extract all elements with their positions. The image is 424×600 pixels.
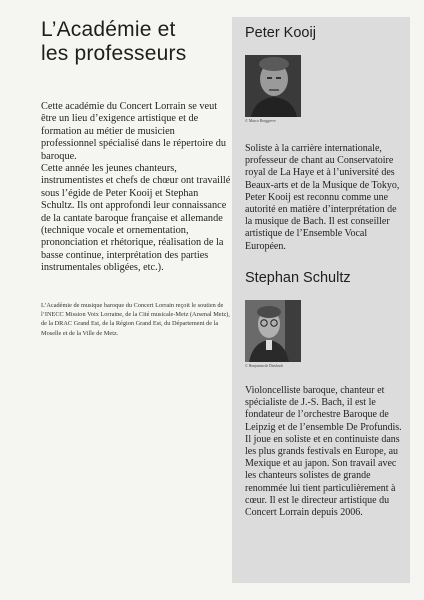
page-title-line2: les professeurs — [41, 42, 187, 65]
teacher-photo-kooij — [245, 55, 301, 117]
intro-paragraph-1: Cette académie du Concert Lorrain se veut être un lieu d’exigence artistique et de formation au métier de musicien professionnel spécialisé dans le répertoire du baroque. — [41, 101, 226, 162]
teacher-bio-schultz: Violoncelliste baroque, chanteur et spécialiste de J.-S. Bach, il est le fondateur de l’orchestre Baroque de Leipzig et de l’ensemble De Profundis. Il joue en soliste et en continuiste dans les plus grands festivals en Europe, au Mexique et au japon. Son travail avec les chanteurs solistes de grande renommée lui tient particulièrement à cœur. Il est le directeur artistique du Concert Lorrain depuis 2006. — [245, 385, 402, 519]
teacher-photo-schultz — [245, 300, 301, 362]
photo-credit-kooij: © Marco Borggreve — [245, 119, 276, 123]
teacher-bio-kooij: Soliste à la carrière internationale, professeur de chant au Conservatoire royal de La Haye et à l’université des Beaux-arts et de la Musique de Tokyo, Peter Kooij est reconnu comme une autorité en matière d’interprétation de la musique de Bach. Il est conseiller artistique de l’Ensemble Vocal Européen. — [245, 143, 400, 252]
intro-text — [41, 101, 231, 275]
teacher-name-kooij: Peter Kooij — [245, 25, 316, 41]
page-title — [41, 18, 231, 66]
page-title-line1: L’Académie et — [41, 18, 176, 41]
teacher-name-schultz: Stephan Schultz — [245, 270, 351, 286]
photo-credit-schultz: © Benjamin de Diesbach — [245, 364, 284, 368]
teachers-panel — [232, 17, 410, 583]
intro-paragraph-2: Cette année les jeunes chanteurs, instrumentistes et chefs de chœur ont travaillé sous l’égide de Peter Kooij et Stephan Schultz. Ils ont approfondi leur connaissance de la cantate baroque française et allemande (technique vocale et ornementation, prononciation et rhétorique, réalisation de la basse continue, interprétation des parties instrumentales obligées, etc.). — [41, 163, 231, 274]
support-note: L’Académie de musique baroque du Concert Lorrain reçoit le soutien de l’INECC Mission Voix Lorraine, de la Cité musicale-Metz (Arsenal Metz), de la DRAC Grand Est, de la Région Grand Est, du Département de la Moselle et de la Ville de Metz. — [41, 301, 230, 337]
left-column — [41, 18, 231, 338]
